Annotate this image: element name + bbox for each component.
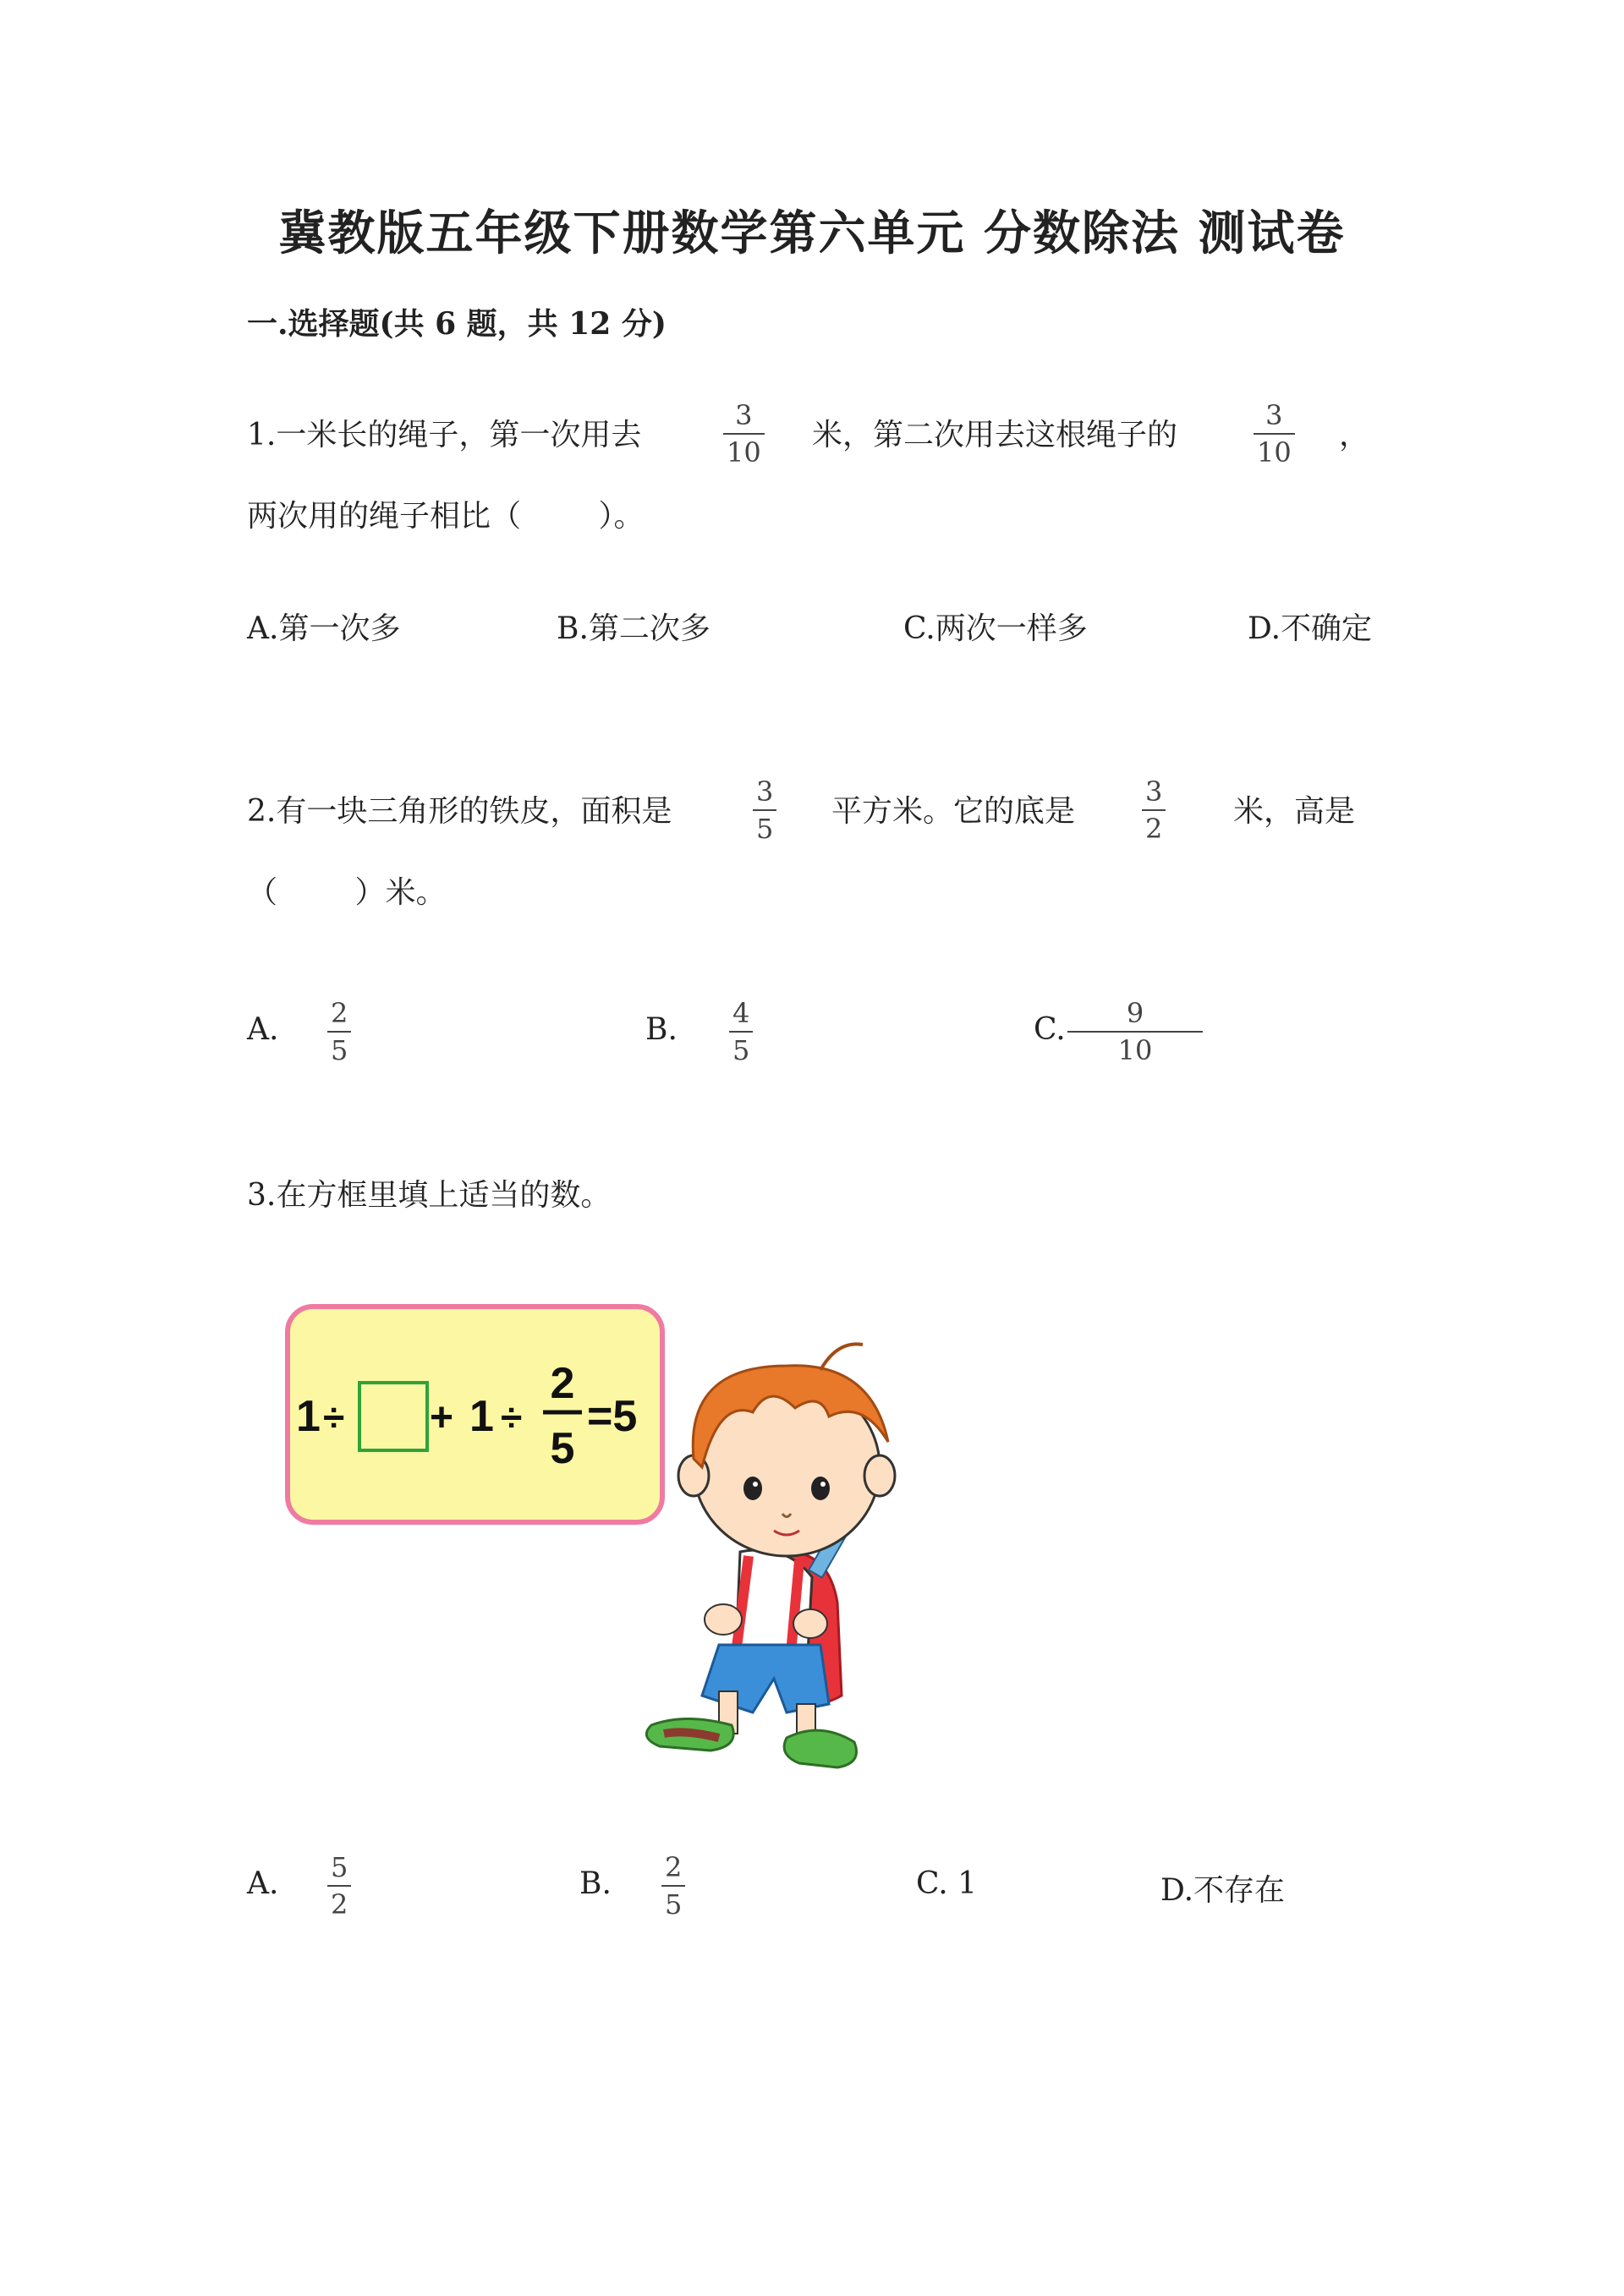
q1-option-a[interactable]: A.第一次多 [247,611,401,646]
q2-fraction-1: 3 5 [753,778,776,842]
equation-illustration [279,1298,914,1772]
q2-option-b-fraction: 4 5 [729,1000,753,1064]
q2-line2: （ ）米。 [247,875,447,910]
q2-option-b[interactable]: B. [645,1012,678,1047]
q1-line2: 两次用的绳子相比（ ）。 [247,499,645,534]
q1-option-c[interactable]: C.两次一样多 [903,611,1088,646]
q1-text-c: ， [1339,418,1370,452]
q2-option-a[interactable]: A. [247,1012,279,1047]
q3-option-a[interactable]: A. [247,1866,279,1901]
eq-one-a: 1 [296,1392,321,1441]
q1-fraction-2: 3 10 [1254,402,1295,466]
q1-option-b[interactable]: B.第二次多 [557,611,710,646]
q3-option-a-fraction: 5 2 [327,1854,351,1918]
boy-illustration [646,1344,895,1767]
q1-text-a: 1.一米长的绳子，第一次用去 [247,418,642,452]
q2-option-c-fraction: 9 10 [1067,1000,1203,1064]
eq-one-b: 1 [469,1392,494,1441]
q3-text: 3.在方框里填上适当的数。 [247,1178,612,1213]
q1-text-b: 米，第二次用去这根绳子的 [812,418,1178,452]
section-heading: 一.选择题(共 6 题，共 12 分) [247,306,667,342]
q3-option-d[interactable]: D.不存在 [1160,1873,1286,1908]
q2-text-c: 米，高是 [1233,794,1356,829]
q2-text-a: 2.有一块三角形的铁皮，面积是 [247,794,672,829]
q1-fraction-1: 3 10 [723,402,765,466]
q1-option-d[interactable]: D.不确定 [1248,611,1373,646]
q3-option-b-fraction: 2 5 [661,1854,685,1918]
eq-divide-a: ÷ [323,1395,345,1439]
q2-option-a-fraction: 2 5 [327,1000,351,1064]
q3-option-c[interactable]: C. 1 [916,1866,978,1901]
eq-num: 2 [550,1359,575,1408]
eq-plus: + [430,1395,454,1440]
q3-option-b[interactable]: B. [579,1866,612,1901]
eq-den: 5 [550,1424,575,1473]
q2-fraction-2: 3 2 [1142,778,1166,842]
q2-option-c[interactable]: C. [1034,1012,1066,1047]
q2-text-b: 平方米。它的底是 [831,794,1076,829]
eq-equals-five: =5 [587,1392,638,1441]
page-title: 冀教版五年级下册数学第六单元 分数除法 测试卷 [278,205,1346,261]
eq-divide-b: ÷ [501,1395,523,1439]
